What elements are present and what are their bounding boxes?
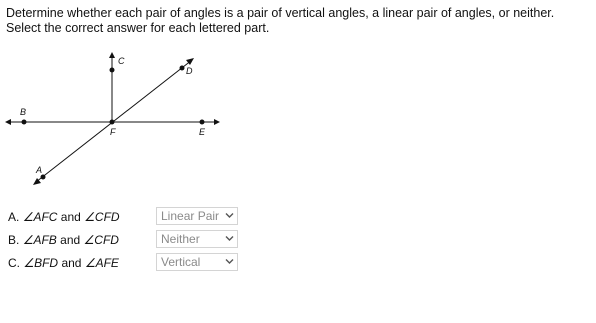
chevron-down-icon (225, 212, 234, 219)
angle-1: ∠AFB (22, 233, 57, 247)
question-letter: C. (8, 256, 20, 270)
question-label (8, 210, 120, 224)
question-letter: B. (8, 233, 20, 247)
arrowhead-up-icon (109, 52, 115, 58)
arrowhead-right-icon (214, 119, 220, 125)
arrowhead-left-icon (5, 119, 11, 125)
angle-2: ∠CFD (84, 210, 120, 224)
angle-1: ∠BFD (23, 256, 59, 270)
selected-value: Linear Pair (161, 209, 220, 223)
question-letter: A. (8, 210, 20, 224)
geometry-diagram (0, 44, 240, 204)
label-a: A (36, 165, 43, 175)
chevron-down-icon (225, 258, 234, 265)
point-a (41, 175, 46, 180)
conjunction: and (60, 210, 81, 224)
label-d: D (186, 66, 193, 76)
label-c: C (118, 56, 125, 66)
selected-value: Neither (161, 232, 200, 246)
question-label (8, 233, 119, 247)
angle-2: ∠CFD (83, 233, 119, 247)
point-c (110, 68, 115, 73)
conjunction: and (60, 233, 81, 247)
answer-select-a[interactable] (156, 207, 238, 225)
label-f: F (110, 127, 116, 137)
point-e (200, 120, 205, 125)
question-row-a (8, 207, 248, 230)
point-f (110, 120, 115, 125)
label-e: E (199, 127, 206, 137)
chevron-down-icon (225, 235, 234, 242)
angle-2: ∠AFE (84, 256, 119, 270)
selected-value: Vertical (161, 255, 201, 269)
question-row-b (8, 230, 248, 253)
conjunction: and (61, 256, 82, 270)
angle-1: ∠AFC (22, 210, 58, 224)
point-b (22, 120, 27, 125)
label-b: B (20, 107, 27, 117)
question-label (8, 256, 119, 270)
answer-select-b[interactable] (156, 230, 238, 248)
answer-select-c[interactable] (156, 253, 238, 271)
question-list (8, 207, 248, 276)
question-row-c (8, 253, 248, 276)
instructions-text: Determine whether each pair of angles is a pair of vertical angles, a linear pair of angles, or neither. Select the correct answer for each lettered part. (6, 6, 555, 35)
point-d (180, 66, 185, 71)
